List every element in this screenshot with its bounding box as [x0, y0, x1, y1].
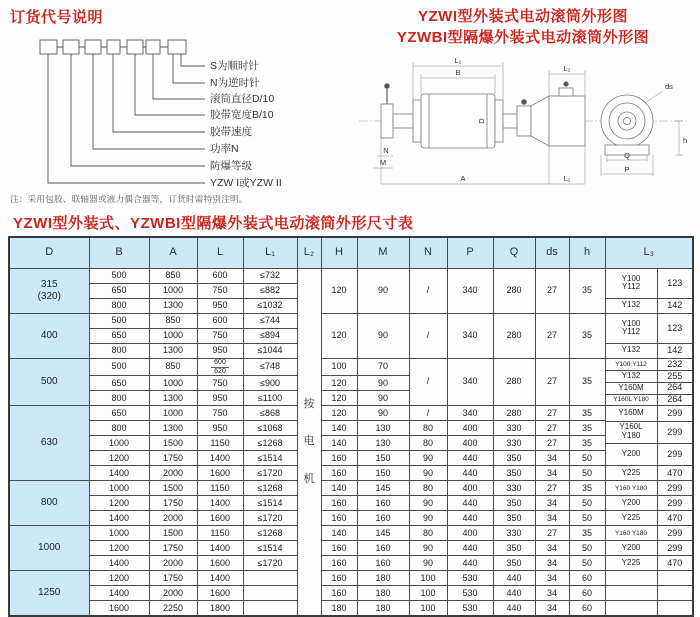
- cell-d: 1250: [9, 571, 89, 617]
- table-row: [9, 511, 693, 526]
- code-label-diameter: 滚筒直径D/10: [210, 93, 275, 105]
- cell-a: 850: [149, 269, 197, 284]
- table-row: [9, 601, 693, 617]
- table-row: [9, 541, 693, 556]
- column-header: ds: [535, 237, 569, 269]
- table-row: [9, 556, 693, 571]
- cell-p: 440: [447, 496, 493, 511]
- cell-ds: 34: [535, 511, 569, 526]
- column-header: P: [447, 237, 493, 269]
- cell-p: 400: [447, 421, 493, 436]
- cell-p: 530: [447, 571, 493, 586]
- cell-d: 500: [9, 359, 89, 406]
- cell-d: 630: [9, 406, 89, 481]
- dim-q: Q: [624, 151, 630, 160]
- cell-l: 1600: [197, 466, 243, 481]
- cell-l1: ≤1044: [243, 344, 297, 359]
- cell-n: 80: [409, 436, 447, 451]
- cell-d: 800: [9, 481, 89, 526]
- cell-q: 350: [493, 451, 535, 466]
- cell-q: 350: [493, 556, 535, 571]
- cell-l1: ≤900: [243, 376, 297, 391]
- cell-l1: ≤1720: [243, 511, 297, 526]
- cell-m: 150: [357, 451, 409, 466]
- cell-q: 440: [493, 601, 535, 617]
- cell-l1: ≤748: [243, 359, 297, 376]
- cell-n: 90: [409, 496, 447, 511]
- cell-l: 1150: [197, 481, 243, 496]
- cell-hh: 35: [569, 269, 605, 314]
- cell-h: 160: [321, 541, 357, 556]
- cell-p: 440: [447, 511, 493, 526]
- cell-a: 1300: [149, 344, 197, 359]
- cell-ds: 27: [535, 406, 569, 421]
- cell-a: 2000: [149, 511, 197, 526]
- cell-hh: 35: [569, 314, 605, 359]
- code-label-model: YZW I或YZW II: [210, 177, 282, 189]
- cell-p: 440: [447, 541, 493, 556]
- cell-b: 1200: [89, 496, 149, 511]
- cell-ds: 34: [535, 586, 569, 601]
- cell-p: 340: [447, 314, 493, 359]
- cell-d: 315 (320): [9, 269, 89, 314]
- cell-p: 440: [447, 466, 493, 481]
- dim-d: D: [477, 118, 486, 124]
- cell-l3: Y160 Y180 299 Y200 299 Y225 470: [605, 481, 693, 526]
- dim-l1-bottom: L₁: [563, 174, 571, 183]
- cell-h: 120: [321, 314, 357, 359]
- cell-h: 120: [321, 269, 357, 314]
- cell-b: 650: [89, 284, 149, 299]
- cell-q: 330: [493, 526, 535, 541]
- cell-l: 1400: [197, 541, 243, 556]
- header-row: [9, 237, 693, 269]
- cell-a: 2250: [149, 601, 197, 617]
- cell-hh: 35: [569, 359, 605, 406]
- cell-l: 1150: [197, 526, 243, 541]
- cell-n: /: [409, 269, 447, 314]
- dimension-table: [8, 236, 694, 617]
- cell-hh: 35: [569, 421, 605, 436]
- column-header: h: [569, 237, 605, 269]
- cell-l: 600: [197, 314, 243, 329]
- cell-l: 1600: [197, 511, 243, 526]
- table-row: [9, 436, 693, 451]
- table-row: [9, 359, 693, 376]
- cell-h: 140: [321, 481, 357, 496]
- cell-b: 1400: [89, 556, 149, 571]
- table-row: [9, 269, 693, 284]
- cell-m: 90: [357, 391, 409, 406]
- cell-q: 350: [493, 511, 535, 526]
- cell-l1: [243, 586, 297, 601]
- cell-n: 80: [409, 481, 447, 496]
- cell-hh: 50: [569, 541, 605, 556]
- cell-l3: Y100 Y112 123 Y132 142: [605, 269, 693, 314]
- cell-q: 440: [493, 586, 535, 601]
- cell-l3: Y160M 299 Y160L Y180 299 Y200 299 Y225 470: [605, 406, 693, 481]
- cell-b: 800: [89, 299, 149, 314]
- cell-hh: 50: [569, 466, 605, 481]
- dim-h: h: [683, 136, 688, 145]
- cell-l: 600: [197, 269, 243, 284]
- cell-hh: 50: [569, 556, 605, 571]
- cell-h: 160: [321, 511, 357, 526]
- cell-l1: [243, 571, 297, 586]
- cell-l2-vertical: 按 电 机: [297, 269, 321, 617]
- cell-n: 100: [409, 601, 447, 617]
- cell-m: 130: [357, 421, 409, 436]
- cell-hh: 35: [569, 526, 605, 541]
- cell-a: 1000: [149, 329, 197, 344]
- cell-a: 1300: [149, 299, 197, 314]
- cell-b: 1000: [89, 526, 149, 541]
- cell-l1: ≤1100: [243, 391, 297, 406]
- cell-d: 1000: [9, 526, 89, 571]
- cell-l: 1800: [197, 601, 243, 617]
- cell-a: 1500: [149, 526, 197, 541]
- cell-l3: Y100 Y112 123 Y132 142: [605, 314, 693, 359]
- cell-b: 500: [89, 359, 149, 376]
- cell-b: 1600: [89, 601, 149, 617]
- cell-b: 1000: [89, 481, 149, 496]
- cell-l1: ≤1514: [243, 496, 297, 511]
- cell-m: 160: [357, 496, 409, 511]
- cell-b: 1200: [89, 571, 149, 586]
- cell-hh: 60: [569, 586, 605, 601]
- code-label-s: S为顺时针: [210, 60, 260, 72]
- table-row: [9, 314, 693, 329]
- cell-b: 650: [89, 406, 149, 421]
- outline-drawing: [353, 48, 693, 198]
- cell-l: 1400: [197, 496, 243, 511]
- cell-ds: 27: [535, 526, 569, 541]
- table-row: [9, 481, 693, 496]
- cell-ds: 34: [535, 451, 569, 466]
- cell-p: 340: [447, 269, 493, 314]
- column-header: A: [149, 237, 197, 269]
- cell-p: 530: [447, 586, 493, 601]
- cell-h: 160: [321, 496, 357, 511]
- cell-ds: 34: [535, 496, 569, 511]
- cell-hh: 50: [569, 511, 605, 526]
- cell-ds: 27: [535, 421, 569, 436]
- cell-n: 100: [409, 571, 447, 586]
- cell-q: 330: [493, 481, 535, 496]
- cell-q: 280: [493, 359, 535, 406]
- cell-ds: 34: [535, 556, 569, 571]
- cell-b: 1200: [89, 451, 149, 466]
- cell-b: 500: [89, 314, 149, 329]
- cell-l: 600 620: [197, 359, 243, 376]
- cell-d: 400: [9, 314, 89, 359]
- cell-p: 400: [447, 526, 493, 541]
- table-row: [9, 421, 693, 436]
- cell-b: 1400: [89, 586, 149, 601]
- cell-m: 160: [357, 556, 409, 571]
- cell-b: 800: [89, 344, 149, 359]
- cell-l1: ≤1268: [243, 436, 297, 451]
- cell-m: 130: [357, 436, 409, 451]
- code-label-exproof: 防爆等级: [210, 160, 252, 172]
- cell-p: 530: [447, 601, 493, 617]
- cell-n: 90: [409, 511, 447, 526]
- dim-p: P: [624, 165, 630, 174]
- cell-a: 1750: [149, 496, 197, 511]
- cell-a: 1750: [149, 571, 197, 586]
- table-title: YZWI型外装式、YZWBI型隔爆外装式电动滚筒外形尺寸表: [13, 215, 414, 232]
- cell-h: 160: [321, 451, 357, 466]
- cell-p: 400: [447, 436, 493, 451]
- cell-p: 440: [447, 451, 493, 466]
- cell-a: 1000: [149, 376, 197, 391]
- cell-l1: ≤1268: [243, 481, 297, 496]
- cell-m: 90: [357, 406, 409, 421]
- cell-ds: 34: [535, 466, 569, 481]
- cell-n: 90: [409, 541, 447, 556]
- column-header: D: [9, 237, 89, 269]
- cell-ds: 27: [535, 314, 569, 359]
- cell-l1: ≤1720: [243, 556, 297, 571]
- cell-h: 160: [321, 466, 357, 481]
- cell-b: 1400: [89, 466, 149, 481]
- table-row: [9, 466, 693, 481]
- code-label-n: N为逆时针: [210, 77, 260, 89]
- cell-p: 440: [447, 556, 493, 571]
- cell-hh: 35: [569, 436, 605, 451]
- table-row: [9, 571, 693, 586]
- cell-l1: ≤868: [243, 406, 297, 421]
- cell-a: 850: [149, 314, 197, 329]
- cell-m: 180: [357, 571, 409, 586]
- cell-l1: ≤1514: [243, 541, 297, 556]
- cell-m: 70: [357, 359, 409, 376]
- cell-l3: Y160 Y180 299 Y200 299 Y225 470: [605, 526, 693, 571]
- cell-b: 800: [89, 421, 149, 436]
- cell-l: 1600: [197, 556, 243, 571]
- cell-m: 160: [357, 511, 409, 526]
- cell-h: 120: [321, 406, 357, 421]
- cell-b: 1400: [89, 511, 149, 526]
- cell-l1: ≤744: [243, 314, 297, 329]
- cell-b: 800: [89, 391, 149, 406]
- cell-m: 90: [357, 376, 409, 391]
- cell-h: 100: [321, 359, 357, 376]
- cell-l: 950: [197, 391, 243, 406]
- cell-l1: ≤1268: [243, 526, 297, 541]
- column-header: N: [409, 237, 447, 269]
- cell-q: 350: [493, 466, 535, 481]
- column-header: L₃: [605, 237, 693, 269]
- dim-b: B: [455, 68, 461, 77]
- cell-m: 90: [357, 269, 409, 314]
- dim-l1-top: L₁: [454, 56, 462, 65]
- cell-hh: 50: [569, 496, 605, 511]
- drawing-title-2: YZWBI型隔爆外装式电动滚筒外形图: [396, 29, 650, 46]
- cell-m: 145: [357, 481, 409, 496]
- column-header: L₁: [243, 237, 297, 269]
- dim-l2: L₂: [563, 64, 571, 73]
- cell-a: 850: [149, 359, 197, 376]
- cell-h: 140: [321, 436, 357, 451]
- cell-b: 1000: [89, 436, 149, 451]
- cell-l1: ≤1068: [243, 421, 297, 436]
- cell-l1: ≤1032: [243, 299, 297, 314]
- cell-l3: Y100 Y112 232 Y132 255 Y160M 264 Y160L Y180 264: [605, 359, 693, 406]
- table-row: [9, 586, 693, 601]
- cell-q: 280: [493, 269, 535, 314]
- cell-a: 1500: [149, 481, 197, 496]
- cell-p: 340: [447, 359, 493, 406]
- cell-p: 400: [447, 481, 493, 496]
- cell-a: 1750: [149, 541, 197, 556]
- cell-h: 140: [321, 421, 357, 436]
- drawing-title-1: YZWI型外装式电动滚筒外形图: [418, 8, 628, 25]
- table-row: [9, 526, 693, 541]
- cell-h: 160: [321, 571, 357, 586]
- cell-a: 1300: [149, 421, 197, 436]
- table-row: [9, 406, 693, 421]
- column-header: H: [321, 237, 357, 269]
- cell-n: 90: [409, 451, 447, 466]
- cell-q: 350: [493, 496, 535, 511]
- order-code-note: 注：采用包胶、联轴器或液力偶合器等，订货时需特别注明。: [10, 194, 248, 204]
- column-header: L₂: [297, 237, 321, 269]
- cell-l: 750: [197, 406, 243, 421]
- cell-l1: ≤1514: [243, 451, 297, 466]
- code-label-power: 功率N: [210, 143, 239, 155]
- column-header: L: [197, 237, 243, 269]
- table-row: [9, 496, 693, 511]
- cell-l1: ≤894: [243, 329, 297, 344]
- cell-l1: ≤732: [243, 269, 297, 284]
- cell-n: 80: [409, 526, 447, 541]
- cell-l: 750: [197, 376, 243, 391]
- cell-n: /: [409, 314, 447, 359]
- cell-l1: [243, 601, 297, 617]
- table-row: [9, 451, 693, 466]
- cell-ds: 34: [535, 541, 569, 556]
- cell-l: 1600: [197, 586, 243, 601]
- cell-m: 180: [357, 601, 409, 617]
- cell-q: 330: [493, 421, 535, 436]
- order-code-panel: [10, 6, 345, 205]
- order-code-diagram: [10, 31, 335, 191]
- cell-m: 180: [357, 586, 409, 601]
- column-header: M: [357, 237, 409, 269]
- cell-m: 160: [357, 541, 409, 556]
- cell-m: 90: [357, 314, 409, 359]
- cell-q: 350: [493, 541, 535, 556]
- cell-h: 120: [321, 391, 357, 406]
- column-header: B: [89, 237, 149, 269]
- cell-a: 2000: [149, 556, 197, 571]
- column-header: Q: [493, 237, 535, 269]
- cell-hh: 35: [569, 406, 605, 421]
- cell-b: 1200: [89, 541, 149, 556]
- cell-m: 150: [357, 466, 409, 481]
- dim-ds: ds: [665, 82, 673, 91]
- cell-a: 2000: [149, 466, 197, 481]
- cell-ds: 27: [535, 481, 569, 496]
- cell-a: 1000: [149, 406, 197, 421]
- order-code-title: 订货代号说明: [10, 9, 104, 26]
- cell-a: 1750: [149, 451, 197, 466]
- cell-a: 1500: [149, 436, 197, 451]
- cell-n: 90: [409, 466, 447, 481]
- cell-m: 145: [357, 526, 409, 541]
- cell-n: /: [409, 406, 447, 421]
- cell-a: 2000: [149, 586, 197, 601]
- cell-a: 1300: [149, 391, 197, 406]
- cell-p: 340: [447, 406, 493, 421]
- code-label-belt-width: 胶带宽度B/10: [210, 109, 274, 121]
- dim-a: A: [460, 174, 466, 183]
- cell-l: 750: [197, 329, 243, 344]
- cell-h: 180: [321, 601, 357, 617]
- cell-a: 1000: [149, 284, 197, 299]
- cell-l: 950: [197, 299, 243, 314]
- cell-l: 1400: [197, 451, 243, 466]
- cell-ds: 27: [535, 436, 569, 451]
- cell-hh: 50: [569, 451, 605, 466]
- cell-ds: 27: [535, 269, 569, 314]
- cell-b: 500: [89, 269, 149, 284]
- cell-l1: ≤1720: [243, 466, 297, 481]
- code-label-belt-speed: 胶带速度: [210, 126, 252, 138]
- cell-l: 750: [197, 284, 243, 299]
- dim-m: M: [379, 158, 387, 167]
- cell-ds: 34: [535, 571, 569, 586]
- cell-l3: [605, 571, 693, 617]
- cell-n: 80: [409, 421, 447, 436]
- dim-n: N: [383, 146, 389, 155]
- cell-l: 1400: [197, 571, 243, 586]
- cell-h: 160: [321, 586, 357, 601]
- cell-h: 160: [321, 556, 357, 571]
- cell-ds: 34: [535, 601, 569, 617]
- cell-q: 440: [493, 571, 535, 586]
- cell-b: 650: [89, 376, 149, 391]
- cell-n: 100: [409, 586, 447, 601]
- cell-hh: 35: [569, 481, 605, 496]
- cell-n: 90: [409, 556, 447, 571]
- cell-l: 950: [197, 421, 243, 436]
- cell-q: 280: [493, 406, 535, 421]
- cell-h: 120: [321, 376, 357, 391]
- cell-q: 330: [493, 436, 535, 451]
- cell-b: 650: [89, 329, 149, 344]
- cell-hh: 60: [569, 571, 605, 586]
- cell-hh: 60: [569, 601, 605, 617]
- drawing-panel: [348, 6, 698, 203]
- cell-l1: ≤882: [243, 284, 297, 299]
- cell-h: 140: [321, 526, 357, 541]
- cell-l: 1150: [197, 436, 243, 451]
- cell-l: 950: [197, 344, 243, 359]
- cell-n: /: [409, 359, 447, 406]
- cell-ds: 27: [535, 359, 569, 406]
- cell-q: 280: [493, 314, 535, 359]
